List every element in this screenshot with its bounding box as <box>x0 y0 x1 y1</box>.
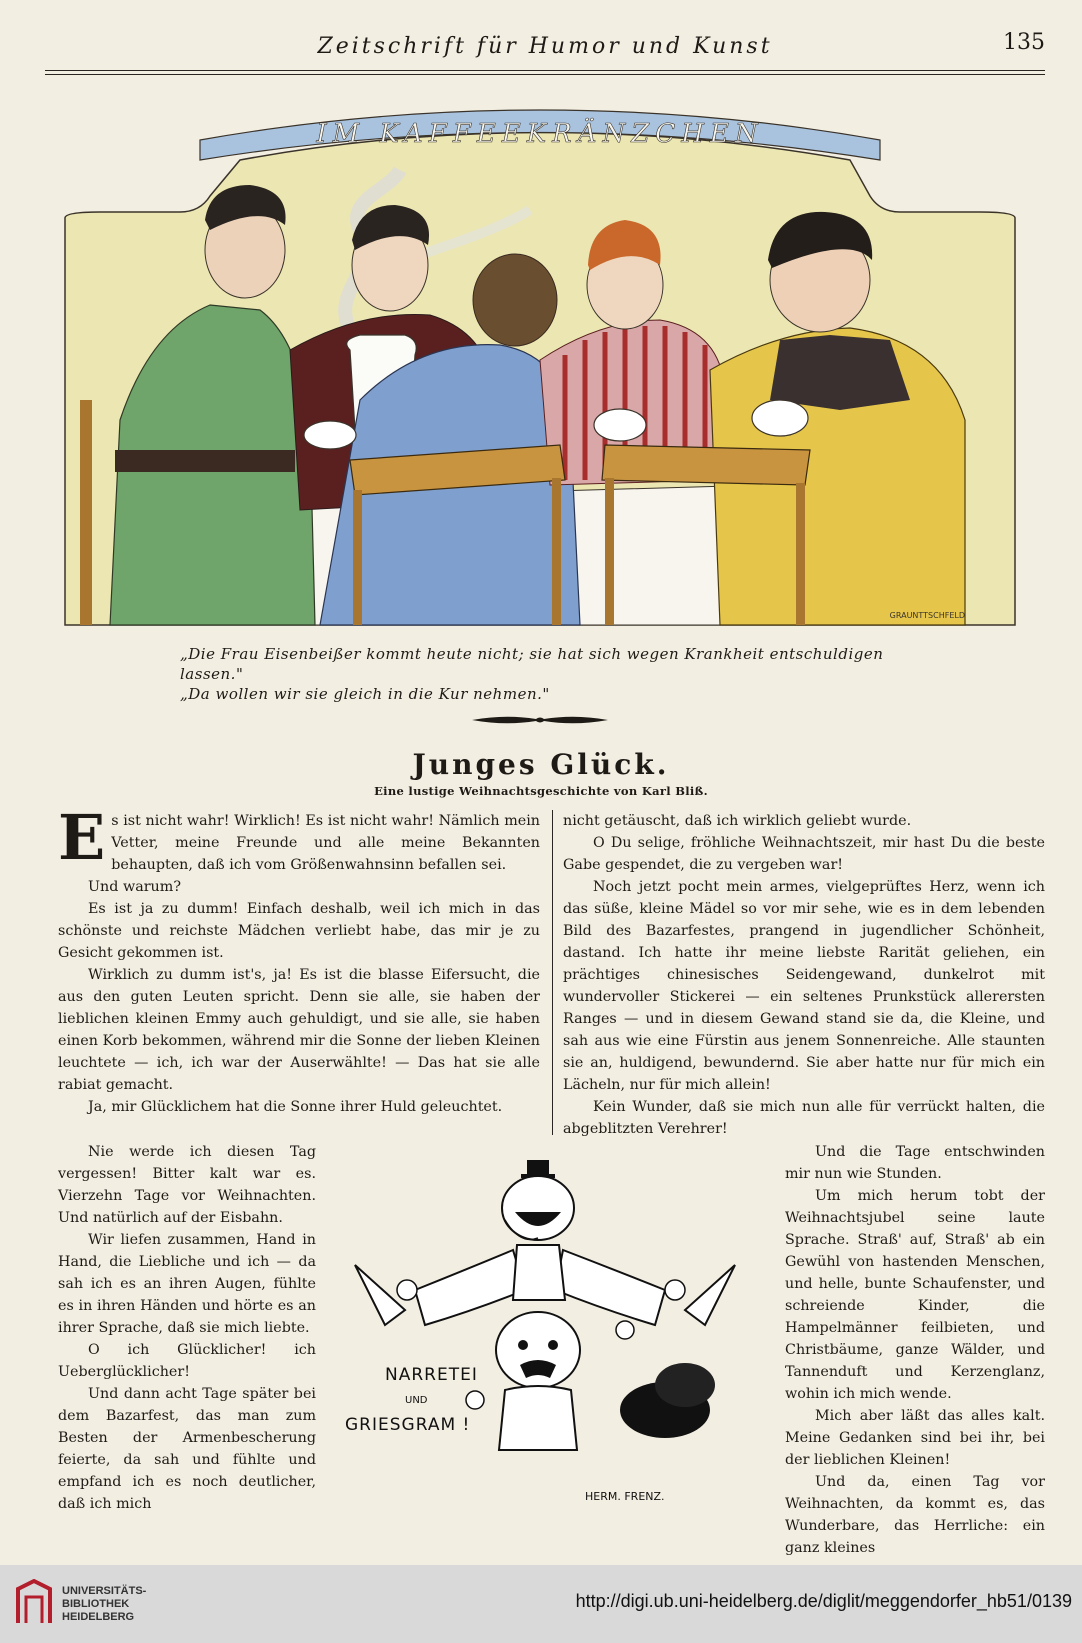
paragraph <box>58 801 540 876</box>
library-name-line: BIBLIOTHEK <box>62 1598 130 1610</box>
paragraph: Und da, einen Tag vor Weihnachten, da kommt es, das Wunderbare, das Herrliche: ein ganz kleines <box>785 1474 1045 1556</box>
library-name-line: HEIDELBERG <box>62 1611 135 1623</box>
library-name-line: UNIVERSITÄTS- <box>62 1585 147 1597</box>
illustrator-signature: HERM. FRENZ. <box>585 1490 665 1503</box>
right-column-text <box>563 810 1045 1140</box>
university-library-logo-icon <box>14 1579 54 1627</box>
coffee-party-illustration <box>60 100 1020 628</box>
illustration-caption <box>180 644 940 704</box>
running-head <box>45 28 1045 68</box>
paragraph: Noch jetzt pocht mein armes, vielgeprüftes Herz, wenn ich das süße, kleine Mädel so vor mir sehe, wie es in dem lebenden Bild des Bazarfestes, prangend in jugendlicher Schönheit, dastand. Ich hatte ihr meine liebste Rarität geliehen, ein prächtiges chinesisches Seidengewand, dunkelrot mit wundervoller Stickerei — ein seltenes Prunkstück allerersten Ranges — und in diesem Gewand stand sie da, die Kleine, und sah aus wie eine Fürstin aus jenem Sonnenreiche. Alle staunten sie an, huldigend, bewundernd. Sie aber hatte nur für mich ein Lächeln, nur für mich allein! <box>563 879 1045 1093</box>
jester-illustration <box>345 1150 755 1510</box>
caption-line-1: „Die Frau Eisenbeißer kommt heute nicht; sie hat sich wegen Krankheit entschuldigen lassen." <box>180 645 884 683</box>
paragraph: Um mich herum tobt der Weihnachtsjubel seine laute Sprache. Straß' auf, Straß' ab ein Gewühl von hastenden Menschen, und helle, bunte Schaufenster, und schreiende Kinder, die Hampelmänner feilbieten, und Christbäume, ganze Wälder, und Tannenduft und Kerzenglanz, wohin ich mich wende. <box>785 1188 1045 1402</box>
paragraph: Wirklich zu dumm ist's, ja! Es ist die blasse Eifersucht, die aus den guten Leuten spricht. Denn sie alle, sie haben der lieblichen kleinen Emmy auch gehuldigt, und sie alle, sie haben einen Korb bekommen, während mir die Sonne der lieben Kleinen leuchtete — ich, ich war der Auserwählte! — Das hat sie alle rabiat gemacht. <box>58 967 540 1093</box>
paragraph: Und dann acht Tage später bei dem Bazarfest, das man zum Besten der Armenbescherung feierte, da sah und fühlte und empfand ich es noch deutlicher, daß ich mich <box>58 1386 316 1512</box>
paragraph: Es ist ja zu dumm! Einfach deshalb, weil ich mich in das schönste und reichste Mädchen verliebt habe, das mir je zu Gesicht gekommen ist. <box>58 901 540 961</box>
page-number: 135 <box>1003 30 1045 55</box>
library-name <box>62 1585 146 1624</box>
story-title: Junges Glück. <box>412 748 670 781</box>
column-divider <box>552 810 553 1135</box>
source-url-link[interactable]: http://digi.ub.uni-heidelberg.de/diglit/meggendorfer_hb51/0139 <box>575 1591 1072 1611</box>
banner-text: IM KAFFEEKRÄNZCHEN <box>316 119 764 149</box>
paragraph-text: s ist nicht wahr! Wirklich! Es ist nicht wahr! Nämlich mein Vetter, meine Freunde und alle meine Bekannten behaupten, daß ich vom Größenwahnsinn befallen sei. <box>111 813 540 873</box>
left-column-text <box>58 801 540 1118</box>
paragraph: Wir liefen zusammen, Hand in Hand, die Liebliche und ich — da sah ich es an ihren Augen, fühlte es in ihren Händen und hörte es an ihrer Sprache, daß sie mich liebte. <box>58 1232 316 1336</box>
paragraph: Und warum? <box>88 879 181 895</box>
paragraph: O ich Glücklicher! ich Ueberglücklicher! <box>58 1342 316 1380</box>
paragraph: Nie werde ich diesen Tag vergessen! Bitter kalt war es. Vierzehn Tage vor Weihnachten. Und natürlich auf der Eisbahn. <box>58 1144 316 1226</box>
journal-title: Zeitschrift für Humor und Kunst <box>317 34 773 59</box>
illustration-label-1: NARRETEI <box>385 1365 478 1385</box>
drop-cap: E <box>58 801 106 874</box>
digitization-footer <box>0 1565 1082 1643</box>
header-rule <box>45 70 1045 75</box>
paragraph: nicht getäuscht, daß ich wirklich geliebt wurde. <box>563 813 912 829</box>
paragraph: O Du selige, fröhliche Weihnachtszeit, mir hast Du die beste Gabe gespendet, die zu vergeben war! <box>563 835 1045 873</box>
illustration-label-2: UND <box>405 1395 428 1406</box>
ornament-divider <box>470 712 610 728</box>
paragraph: Mich aber läßt das alles kalt. Meine Gedanken sind bei ihr, bei der lieblichen Kleinen! <box>785 1408 1045 1468</box>
artist-signature: GRAUNTTSCHFELD <box>889 611 965 620</box>
illustration-label-3: GRIESGRAM ! <box>345 1415 471 1435</box>
paragraph: Ja, mir Glücklichem hat die Sonne ihrer Huld geleuchtet. <box>88 1099 503 1115</box>
left-narrow-column-text <box>58 1141 316 1515</box>
paragraph: Und die Tage entschwinden mir nun wie Stunden. <box>785 1144 1045 1182</box>
right-narrow-column-text <box>785 1141 1045 1559</box>
story-subtitle: Eine lustige Weihnachtsgeschichte von Karl Bliß. <box>374 784 708 798</box>
caption-line-2: „Da wollen wir sie gleich in die Kur nehmen." <box>180 685 550 703</box>
paragraph: Kein Wunder, daß sie mich nun alle für verrückt halten, die abgeblitzten Verehrer! <box>563 1099 1045 1137</box>
